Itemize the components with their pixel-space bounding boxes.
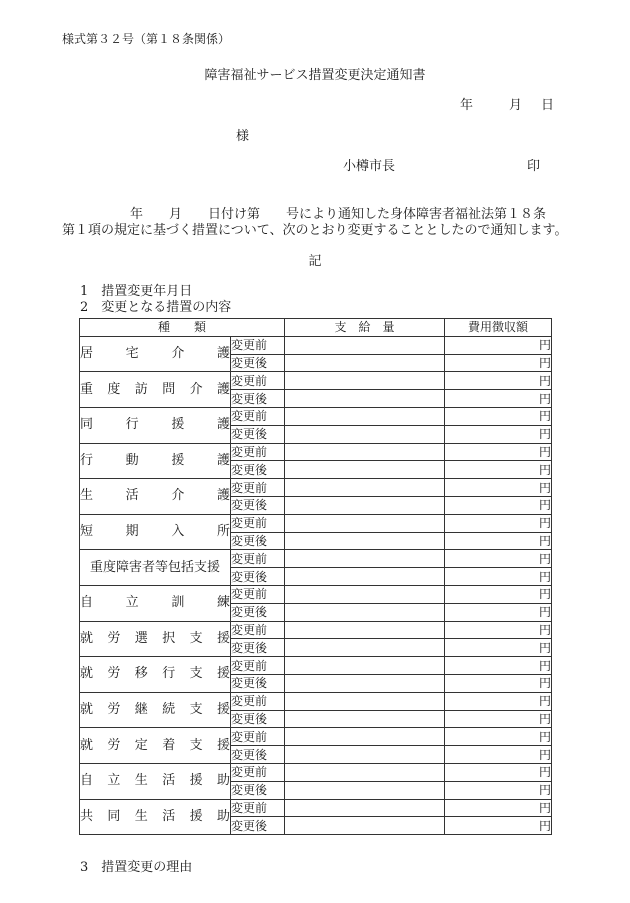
fee-amount-cell[interactable]: [445, 479, 552, 497]
change-after-label: 変更後: [231, 390, 285, 408]
yen-unit: 円: [539, 373, 552, 388]
supply-amount-cell[interactable]: [285, 550, 445, 568]
change-after-label: 変更後: [231, 568, 285, 586]
yen-unit: 円: [539, 676, 552, 691]
yen-unit: 円: [539, 338, 552, 353]
change-after-label: 変更後: [231, 781, 285, 799]
fee-amount-cell[interactable]: [445, 710, 552, 728]
yen-unit: 円: [539, 800, 552, 815]
supply-amount-cell[interactable]: [285, 603, 445, 621]
supply-amount-cell[interactable]: [285, 621, 445, 639]
change-before-label: 変更前: [231, 372, 285, 390]
change-before-label: 変更前: [231, 479, 285, 497]
table-row: [80, 550, 552, 568]
supply-amount-cell[interactable]: [285, 817, 445, 835]
table-row: [80, 763, 552, 781]
yen-unit: 円: [539, 622, 552, 637]
table-row: [80, 585, 552, 603]
yen-unit: 円: [539, 462, 552, 477]
date-month: 月: [509, 98, 523, 113]
service-name: 就労移行支援: [80, 657, 231, 693]
change-after-label: 変更後: [231, 817, 285, 835]
yen-unit: 円: [539, 729, 552, 744]
supply-amount-cell[interactable]: [285, 781, 445, 799]
header-supply: 支 給 量: [285, 319, 445, 337]
supply-amount-cell[interactable]: [285, 461, 445, 479]
change-before-label: 変更前: [231, 443, 285, 461]
table-row: [80, 657, 552, 675]
yen-unit: 円: [539, 498, 552, 513]
change-before-label: 変更前: [231, 585, 285, 603]
service-name: 共同生活援助: [80, 799, 231, 835]
fee-amount-cell[interactable]: [445, 568, 552, 586]
service-name: 生活介護: [80, 479, 231, 515]
change-before-label: 変更前: [231, 799, 285, 817]
service-name: 重度障害者等包括支援: [80, 550, 231, 586]
fee-amount-cell[interactable]: [445, 781, 552, 799]
table-row: [80, 336, 552, 354]
supply-amount-cell[interactable]: [285, 674, 445, 692]
table-row: [80, 799, 552, 817]
supply-amount-cell[interactable]: [285, 657, 445, 675]
change-after-label: 変更後: [231, 674, 285, 692]
service-name: 自立生活援助: [80, 763, 231, 799]
yen-unit: 円: [539, 747, 552, 762]
issuer-name: 小樽市長: [343, 159, 396, 174]
supply-amount-cell[interactable]: [285, 692, 445, 710]
fee-amount-cell[interactable]: [445, 407, 552, 425]
supply-amount-cell[interactable]: [285, 763, 445, 781]
service-name: 行動援護: [80, 443, 231, 479]
table-row: [80, 692, 552, 710]
table-row: [80, 728, 552, 746]
yen-unit: 円: [539, 516, 552, 531]
service-name: 就労選択支援: [80, 621, 231, 657]
change-after-label: 変更後: [231, 354, 285, 372]
fee-amount-cell[interactable]: [445, 728, 552, 746]
change-after-label: 変更後: [231, 746, 285, 764]
yen-unit: 円: [539, 765, 552, 780]
change-after-label: 変更後: [231, 639, 285, 657]
supply-amount-cell[interactable]: [285, 710, 445, 728]
measures-table: [79, 318, 552, 835]
supply-amount-cell[interactable]: [285, 746, 445, 764]
service-name: 短期入所: [80, 514, 231, 550]
issue-date: [460, 94, 554, 113]
item-change-content: 2 変更となる措置の内容: [80, 300, 232, 315]
change-after-label: 変更後: [231, 425, 285, 443]
fee-amount-cell[interactable]: [445, 372, 552, 390]
supply-amount-cell[interactable]: [285, 728, 445, 746]
supply-amount-cell[interactable]: [285, 799, 445, 817]
yen-unit: 円: [539, 605, 552, 620]
item-change-reason: 3 措置変更の理由: [80, 860, 193, 875]
supply-amount-cell[interactable]: [285, 514, 445, 532]
fee-amount-cell[interactable]: [445, 817, 552, 835]
yen-unit: 円: [539, 640, 552, 655]
yen-unit: 円: [539, 711, 552, 726]
change-before-label: 変更前: [231, 657, 285, 675]
yen-unit: 円: [539, 409, 552, 424]
supply-amount-cell[interactable]: [285, 639, 445, 657]
date-day: 日: [541, 98, 555, 113]
form-number: 様式第３２号（第１８条関係）: [62, 32, 231, 46]
table-header-row: [80, 319, 552, 337]
fee-amount-cell[interactable]: [445, 674, 552, 692]
date-year: 年: [460, 98, 474, 113]
fee-amount-cell[interactable]: [445, 514, 552, 532]
change-before-label: 変更前: [231, 407, 285, 425]
service-name: 就労継続支援: [80, 692, 231, 728]
service-name: 居宅介護: [80, 336, 231, 372]
fee-amount-cell[interactable]: [445, 639, 552, 657]
yen-unit: 円: [539, 533, 552, 548]
supply-amount-cell[interactable]: [285, 407, 445, 425]
service-name: 自立訓練: [80, 585, 231, 621]
item-change-date: 1 措置変更年月日: [80, 284, 193, 299]
change-before-label: 変更前: [231, 336, 285, 354]
supply-amount-cell[interactable]: [285, 585, 445, 603]
table-row: [80, 443, 552, 461]
supply-amount-cell[interactable]: [285, 354, 445, 372]
yen-unit: 円: [539, 551, 552, 566]
table-row: [80, 372, 552, 390]
yen-unit: 円: [539, 818, 552, 833]
fee-amount-cell[interactable]: [445, 585, 552, 603]
fee-amount-cell[interactable]: [445, 746, 552, 764]
change-after-label: 変更後: [231, 461, 285, 479]
table-row: [80, 514, 552, 532]
fee-amount-cell[interactable]: [445, 550, 552, 568]
change-after-label: 変更後: [231, 532, 285, 550]
change-before-label: 変更前: [231, 514, 285, 532]
header-fee: 費用徴収額: [445, 319, 552, 337]
yen-unit: 円: [539, 694, 552, 709]
supply-amount-cell[interactable]: [285, 425, 445, 443]
fee-amount-cell[interactable]: [445, 425, 552, 443]
fee-amount-cell[interactable]: [445, 461, 552, 479]
supply-amount-cell[interactable]: [285, 496, 445, 514]
change-before-label: 変更前: [231, 692, 285, 710]
ki-heading: 記: [308, 254, 322, 269]
fee-amount-cell[interactable]: [445, 603, 552, 621]
service-name: 同行援護: [80, 407, 231, 443]
supply-amount-cell[interactable]: [285, 336, 445, 354]
body-line-1: 年 月 日付け第 号により通知した身体障害者福祉法第１８条: [130, 207, 547, 222]
fee-amount-cell[interactable]: [445, 336, 552, 354]
recipient-suffix: 様: [236, 129, 250, 144]
fee-amount-cell[interactable]: [445, 763, 552, 781]
yen-unit: 円: [539, 391, 552, 406]
change-after-label: 変更後: [231, 496, 285, 514]
table-row: [80, 407, 552, 425]
change-after-label: 変更後: [231, 603, 285, 621]
fee-amount-cell[interactable]: [445, 390, 552, 408]
fee-amount-cell[interactable]: [445, 657, 552, 675]
body-line-2: 第１項の規定に基づく措置について、次のとおり変更することとしたので通知します。: [62, 223, 568, 238]
yen-unit: 円: [539, 355, 552, 370]
fee-amount-cell[interactable]: [445, 799, 552, 817]
supply-amount-cell[interactable]: [285, 532, 445, 550]
seal-mark: 印: [527, 159, 541, 174]
change-before-label: 変更前: [231, 728, 285, 746]
supply-amount-cell[interactable]: [285, 568, 445, 586]
yen-unit: 円: [539, 480, 552, 495]
change-before-label: 変更前: [231, 763, 285, 781]
supply-amount-cell[interactable]: [285, 479, 445, 497]
supply-amount-cell[interactable]: [285, 372, 445, 390]
table-row: [80, 479, 552, 497]
yen-unit: 円: [539, 587, 552, 602]
change-before-label: 変更前: [231, 621, 285, 639]
fee-amount-cell[interactable]: [445, 496, 552, 514]
fee-amount-cell[interactable]: [445, 354, 552, 372]
supply-amount-cell[interactable]: [285, 443, 445, 461]
fee-amount-cell[interactable]: [445, 621, 552, 639]
yen-unit: 円: [539, 444, 552, 459]
fee-amount-cell[interactable]: [445, 443, 552, 461]
fee-amount-cell[interactable]: [445, 532, 552, 550]
yen-unit: 円: [539, 569, 552, 584]
yen-unit: 円: [539, 427, 552, 442]
yen-unit: 円: [539, 783, 552, 798]
table-row: [80, 621, 552, 639]
service-name: 重度訪問介護: [80, 372, 231, 408]
document-title: 障害福祉サービス措置変更決定通知書: [204, 68, 426, 83]
supply-amount-cell[interactable]: [285, 390, 445, 408]
service-name: 就労定着支援: [80, 728, 231, 764]
yen-unit: 円: [539, 658, 552, 673]
header-type: 種 類: [80, 319, 285, 337]
change-after-label: 変更後: [231, 710, 285, 728]
change-before-label: 変更前: [231, 550, 285, 568]
fee-amount-cell[interactable]: [445, 692, 552, 710]
